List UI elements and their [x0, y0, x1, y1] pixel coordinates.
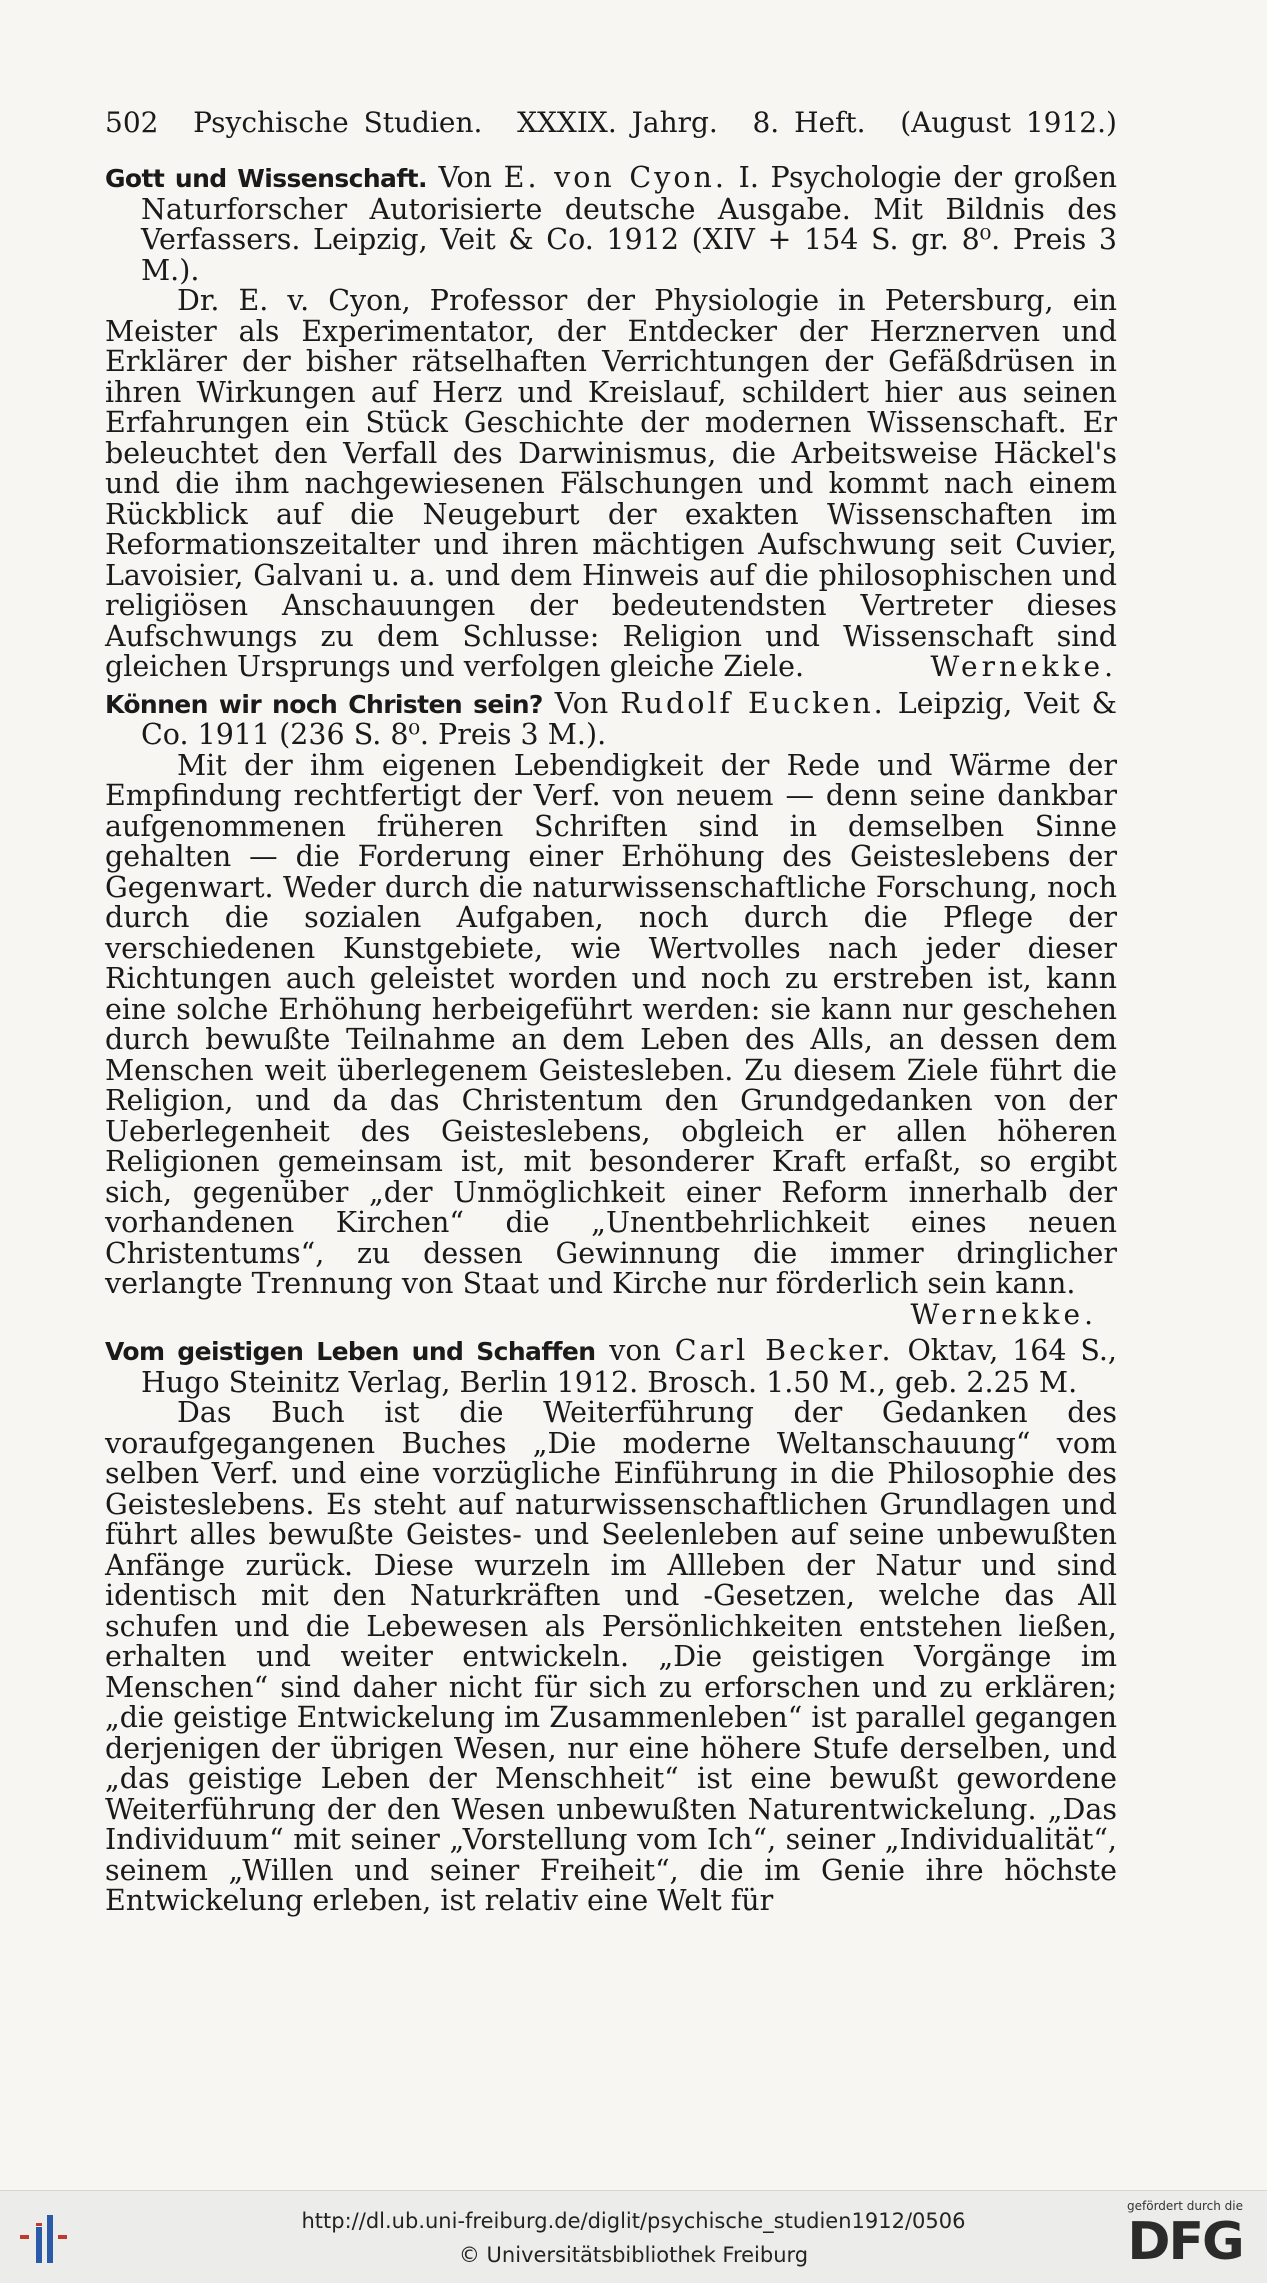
entry-author: Rudolf Eucken. [620, 686, 886, 720]
page-content [105, 105, 1117, 1923]
entry-von: von [609, 1334, 661, 1367]
entry-heading [105, 686, 1117, 751]
year-volume: XXXIX. Jahrg. [517, 106, 718, 139]
dfg-caption: gefördert durch die [1127, 2199, 1243, 2213]
journal-title: Psychische Studien. [193, 106, 483, 139]
reviewer-signature: Wernekke. [910, 1297, 1097, 1331]
entry-author: Carl Becker. [674, 1334, 894, 1367]
entry-bibliography: Leipzig, Veit & Co. 1911 (236 S. 8⁰. Preis 3 M.). [141, 686, 1117, 751]
entry-text: Dr. E. v. Cyon, Professor der Physiologie in Petersburg, ein Meister als Experimentator, der Entdecker der Herznerven und Erklärer der bisher rätselhaften Verrichtungen der Gefäßdrüsen in ihren Wirkungen auf Herz und Kreislauf, schildert hier aus seinen Erfahrungen ein Stück Geschichte der modernen Wissenschaft. Er beleuchtet den Verfall des Darwinismus, die Arbeitsweise Häckel's und die ihm nachgewiesenen Fälschungen und kommt nach einem Rückblick auf die Neugeburt der exakten Wissenschaften im Reformationszeitalter und ihren mächtigen Aufschwung seit Cuvier, Lavoisier, Galvani u. a. und dem Hinweis auf die philosophischen und religiösen Anschauungen der bedeutendsten Vertreter dieses Aufschwungs zu dem Schlusse: Religion und Wissenschaft sind gleichen Ursprungs und verfolgen gleiche Ziele. Wernekke. [105, 284, 1117, 683]
entry-bibliography: Oktav, 164 S., Hugo Steinitz Verlag, Berlin 1912. Brosch. 1.50 M., geb. 2.25 M. [141, 1334, 1117, 1399]
entry-heading [105, 163, 1117, 286]
page-number: 502 [105, 106, 159, 139]
issue-number: 8. Heft. [752, 106, 866, 139]
review-entry [105, 686, 1117, 1331]
entry-title: Können wir noch Christen sein? [105, 689, 543, 719]
source-url-link[interactable]: http://dl.ub.uni-freiburg.de/diglit/psychische_studien1912/0506 [301, 2209, 966, 2233]
entry-author: E. von Cyon. [503, 161, 727, 194]
reviewer-signature: Wernekke. [930, 650, 1117, 683]
entry-heading [105, 1336, 1117, 1398]
review-entry [105, 163, 1117, 683]
review-entry [105, 1336, 1117, 1917]
dfg-logo [1117, 2199, 1253, 2277]
entry-bibliography: I. Psychologie der großen Naturforscher Autorisierte deutsche Ausgabe. Mit Bildnis des Verfassers. Leipzig, Veit & Co. 1912 (XIV + 154 S. gr. 8⁰. Preis 3 M.). [141, 161, 1117, 287]
entry-title: Vom geistigen Leben und Schaffen [105, 1337, 596, 1366]
dfg-mark: DFG [1127, 2212, 1243, 2272]
viewer-footer [0, 2190, 1267, 2283]
issue-date: (August 1912.) [900, 106, 1117, 139]
entry-von: Von [554, 686, 609, 720]
entry-text: Das Buch ist die Weiterführung der Gedanken des voraufgegangenen Buches „Die moderne Weltanschauung“ vom selben Verf. und eine vorzügliche Einführung in die Philosophie des Geisteslebens. Es steht auf naturwissenschaftlichen Grundlagen und führt alles bewußte Geistes- und Seelenleben auf seine unbewußten Anfänge zurück. Diese wurzeln im Allleben der Natur und sind identisch mit den Naturkräften und -Gesetzen, welche das All schufen und die Lebewesen als Persönlichkeiten entstehen ließen, erhalten und weiter entwickeln. „Die geistigen Vorgänge im Menschen“ sind daher nicht für sich zu erforschen und zu erklären; „die geistige Entwickelung im Zusammenleben“ ist parallel gegangen derjenigen der übrigen Wesen, nur eine höhere Stufe derselben, und „das geistige Leben der Menschheit“ ist eine bewußt gewordene Weiterführung der den Wesen unbewußten Naturentwickelung. „Das Individuum“ mit seiner „Vorstellung vom Ich“, seiner „Individualität“, seinem „Willen und seiner Freiheit“, die im Genie ihre höchste Entwickelung erleben, ist relativ eine Welt für [105, 1396, 1117, 1917]
entry-text: Mit der ihm eigenen Lebendigkeit der Rede und Wärme der Empfindung rechtfertigt der Verf. von neuem — denn seine dankbar aufgenommenen früheren Schriften sind in demselben Sinne gehalten — die Forderung einer Erhöhung des Geisteslebens der Gegenwart. Weder durch die naturwissenschaftliche Forschung, noch durch die sozialen Aufgaben, noch durch die Pflege der verschiedenen Kunstgebiete, wie Wertvolles nach jeder dieser Richtungen auch geleistet worden und noch zu erstreben ist, kann eine solche Erhöhung herbeigeführt werden: sie kann nur geschehen durch bewußte Teilnahme an dem Leben des Alls, an dessen dem Menschen weit überlegenem Geistesleben. Zu diesem Ziele führt die Religion, und da das Christentum den Grundgedanken von der Ueberlegenheit des Geisteslebens, obgleich er allen höheren Religionen gemeinsam ist, mit besonderer Kraft erfaßt, so ergibt sich, gegenüber „der Unmöglichkeit einer Reform innerhalb der vorhandenen Kirchen“ die „Unentbehrlichkeit eines neuen Christentums“, zu dessen Gewinnung die immer dringlicher verlangte Trennung von Staat und Kirche nur förderlich sein kann. [105, 748, 1117, 1300]
copyright-notice: © Universitätsbibliothek Freiburg [458, 2243, 809, 2267]
entry-von: Von [438, 161, 492, 194]
entry-title: Gott und Wissenschaft. [105, 164, 427, 193]
running-head [105, 105, 1117, 141]
